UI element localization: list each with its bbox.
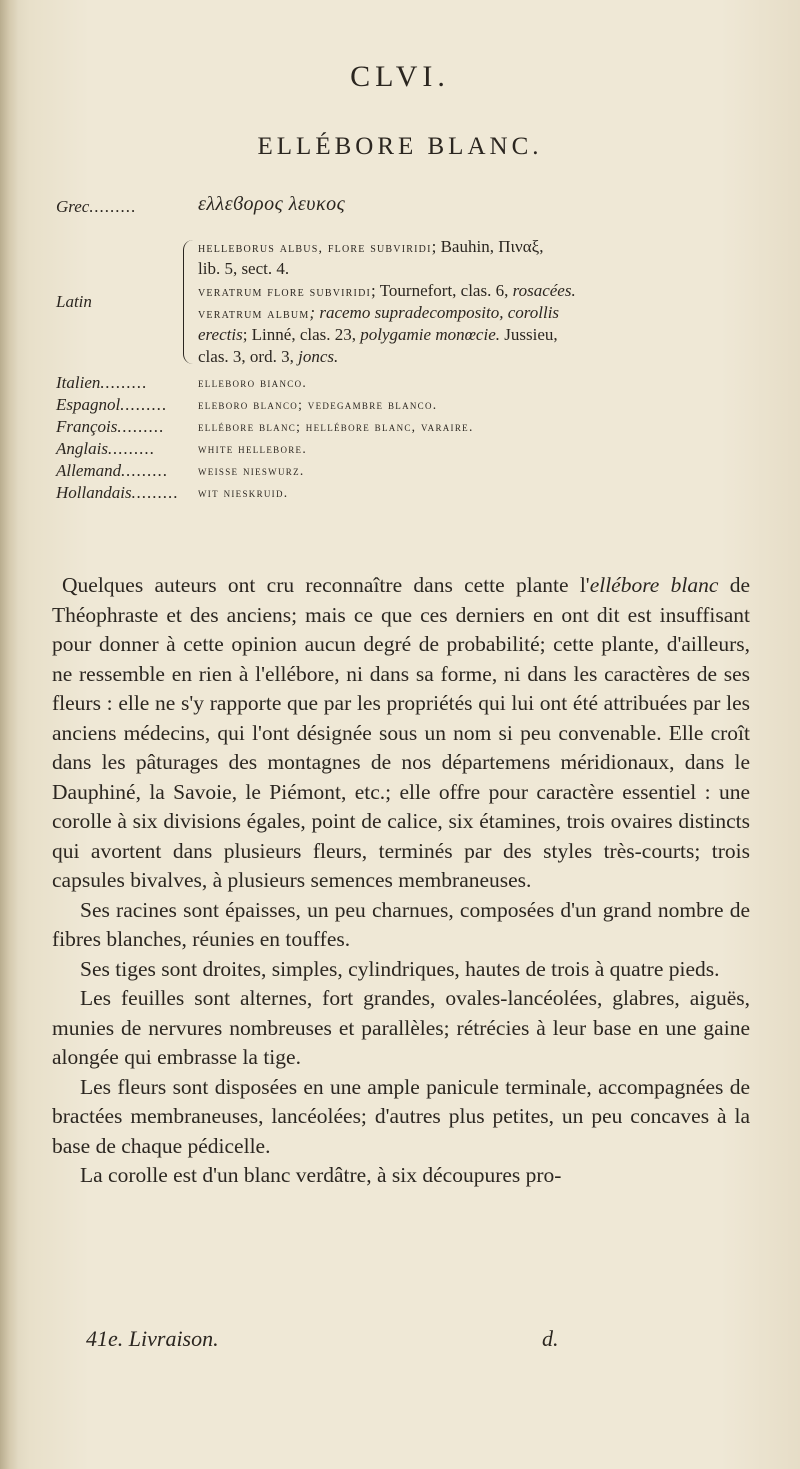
nom-row-francais — [56, 416, 756, 438]
latin-line-5: erectis; Linné, clas. 23, polygamie monœcie. Jussieu, — [198, 325, 558, 344]
nom-rows-languages — [56, 372, 756, 504]
latin-line-1: helleborus albus, flore subviridi; Bauhin, Πιναξ, — [198, 237, 544, 256]
paragraph-feuilles: Les feuilles sont alternes, fort grandes, ovales-lancéolées, glabres, aiguës, munies de nervures nombreuses et parallèles; rétrécies à leur base en une gaine alongée qui embrasse la tige. — [52, 986, 750, 1069]
nom-label-anglais: Anglais ..... — [56, 438, 184, 460]
latin-line-4: veratrum album; racemo supradecomposito, corollis — [198, 303, 560, 322]
nom-value-greek: ελλεϐορος λευκος — [198, 193, 346, 215]
nom-label-espagnol: Espagnol ..... — [56, 394, 184, 416]
nomenclature-table — [56, 193, 756, 502]
nom-row-italien — [56, 372, 756, 394]
nom-row-latin — [56, 236, 756, 368]
nom-label-italien: Italien ..... — [56, 372, 184, 394]
page-footer — [86, 1326, 736, 1352]
nom-label-latin: Latin — [56, 292, 92, 311]
nom-row-allemand — [56, 460, 756, 482]
nom-value-espagnol: eleboro blanco; vedegambre blanco. — [198, 397, 438, 412]
brace-icon — [183, 240, 196, 364]
signature-mark: d. — [542, 1326, 559, 1351]
latin-line-3: veratrum flore subviridi; Tournefort, clas. 6, rosacées. — [198, 281, 576, 300]
nom-label-greek: Grec ..... — [56, 196, 184, 218]
page-title: ELLÉBORE BLANC. — [257, 133, 543, 160]
body-text — [52, 571, 750, 1191]
plate-number: CLVI. — [350, 60, 450, 93]
livraison-label: 41e. Livraison. — [86, 1326, 219, 1351]
nom-value-anglais: white hellebore. — [198, 441, 308, 456]
nom-row-espagnol — [56, 394, 756, 416]
nom-row-greek — [56, 193, 756, 218]
paragraph-fleurs: Les fleurs sont disposées en une ample panicule terminale, accompagnées de bractées membraneuses, lancéolées; d'autres plus petites, un peu concaves à la base de chaque pédicelle. — [52, 1074, 750, 1158]
paragraph-intro: Quelques auteurs ont cru reconnaître dans cette plante l'ellébore blanc de Théophraste et des anciens; mais ce que ces derniers en ont dit est insuffisant pour donner à cette opinion aucun degré de probabilité; cette plante, d'ailleurs, ne ressemble en rien à l'ellébore, ni dans sa forme, ni dans les caractères de ses fleurs : elle ne s'y rapporte que par les propriétés qui lui ont été attribuées par les anciens médecins, qui l'ont désignée sous un nom si peu convenable. Elle croît dans les pâturages des montagnes de nos départemens méridionaux, dans le Dauphiné, la Savoie, le Piémont, etc.; elle offre pour caractère essentiel : une corolle à six divisions égales, point de calice, six étamines, trois ovaires distincts qui avortent dans plusieurs fleurs, terminés par des styles très-courts; trois capsules bivalves, à plusieurs semences membraneuses. — [52, 573, 751, 892]
nom-label-allemand: Allemand ..... — [56, 460, 184, 482]
paragraph-corolle: La corolle est d'un blanc verdâtre, à six découpures pro- — [80, 1163, 562, 1187]
latin-line-6: clas. 3, ord. 3, joncs. — [198, 347, 339, 366]
nom-label-hollandais: Hollandais ..... — [56, 482, 184, 504]
nom-label-francais: François ..... — [56, 416, 184, 438]
nom-value-italien: elleboro bianco. — [198, 375, 308, 390]
nom-value-hollandais: wit nieskruid. — [198, 485, 289, 500]
nom-value-allemand: weisse nieswurz. — [198, 463, 305, 478]
nom-value-francais: ellébore blanc; hellébore blanc, varaire. — [198, 419, 474, 434]
paragraph-racines: Ses racines sont épaisses, un peu charnues, composées d'un grand nombre de fibres blanches, réunies en touffes. — [52, 897, 750, 951]
page-spine-shadow — [0, 0, 18, 1469]
latin-line-2: lib. 5, sect. 4. — [198, 259, 290, 278]
nom-row-anglais — [56, 438, 756, 460]
nom-row-hollandais — [56, 482, 756, 504]
paragraph-tiges: Ses tiges sont droites, simples, cylindriques, hautes de trois à quatre pieds. — [80, 956, 720, 981]
